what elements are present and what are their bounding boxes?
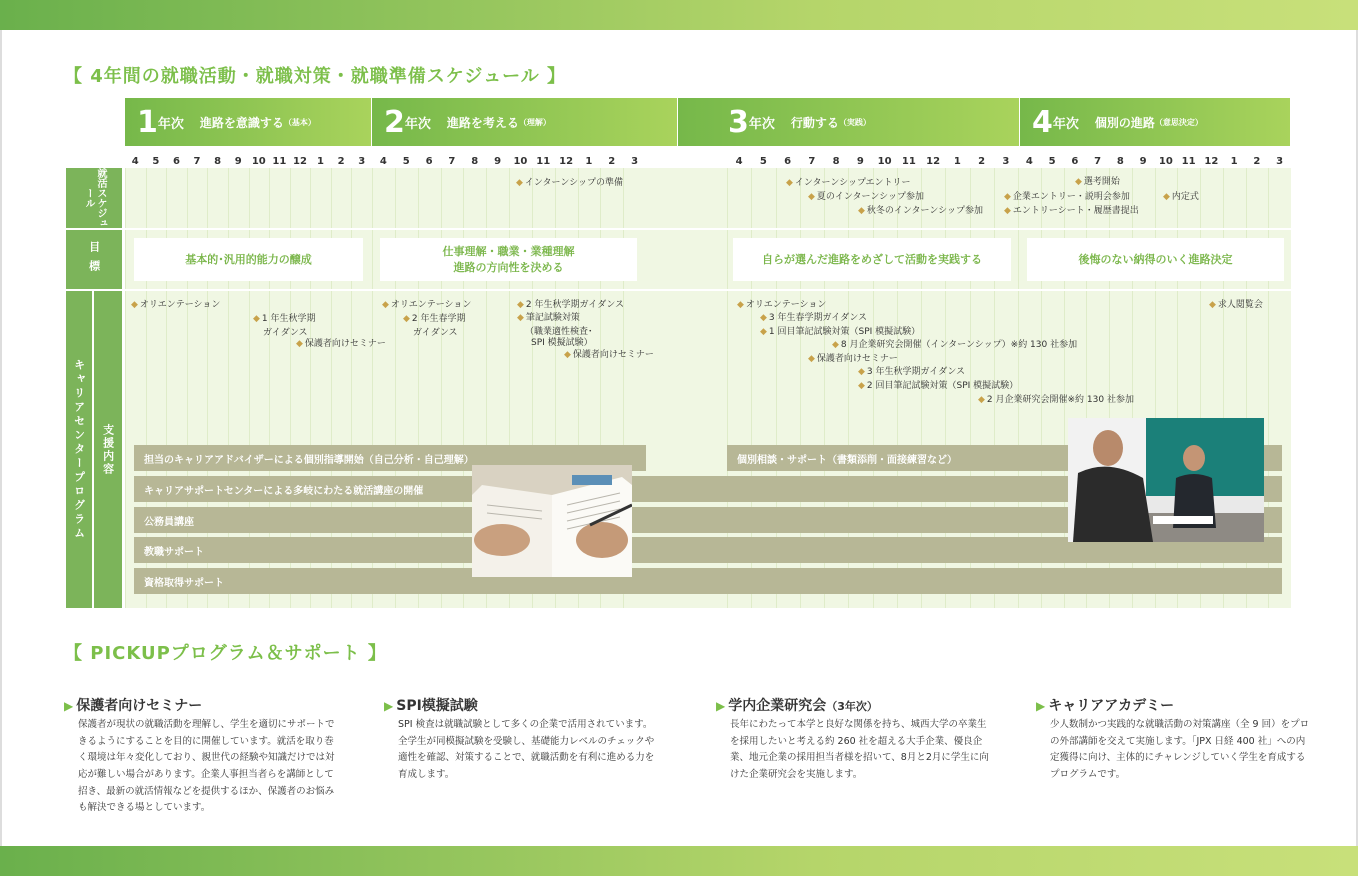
diamond-bullet-icon: ◆ xyxy=(832,340,839,350)
month-label: 10 xyxy=(1158,156,1173,167)
year-suffix: 年次 xyxy=(157,116,184,132)
diamond-bullet-icon: ◆ xyxy=(403,314,410,324)
month-label: 10 xyxy=(251,156,266,167)
month-label: 1 xyxy=(953,156,961,167)
goal-box: 仕事理解・職業・業種理解 進路の方向性を決める xyxy=(380,238,637,281)
diamond-bullet-icon: ◆ xyxy=(858,381,865,391)
pickup-body: SPI 検査は就職試験として多くの企業で活用されています。全学生が同模擬試験を受験し、基礎能力レベルのチェックや適性を確認、対策することで、就職活動を有利に進める力を育成します。 xyxy=(398,719,655,780)
goal-box: 基本的･汎用的能力の醸成 xyxy=(134,238,363,281)
year-description: 個別の進路 xyxy=(1094,115,1155,130)
month-label: 5 xyxy=(402,156,410,167)
pickup-title: 【 PICKUPプログラム＆サポート 】 xyxy=(64,643,387,664)
pickup-heading: ▶ キャリアアカデミー xyxy=(1036,698,1175,714)
month-label: 2 xyxy=(337,156,345,167)
diamond-bullet-icon: ◆ xyxy=(760,327,767,337)
career-event: ◆ 求人閲覧会 xyxy=(1209,300,1263,310)
row-label-text: 就活スケジュール xyxy=(83,168,106,228)
goal-box: 自らが選んだ進路をめざして活動を実践する xyxy=(733,238,1011,281)
month-label: 2 xyxy=(608,156,616,167)
pickup-heading: ▶ 学内企業研究会（3年次） xyxy=(716,698,878,714)
month-label: 5 xyxy=(152,156,160,167)
month-label: 7 xyxy=(448,156,456,167)
support-bar: 公務員講座 xyxy=(134,507,1282,533)
month-label: 6 xyxy=(172,156,180,167)
row-divider xyxy=(125,228,1291,230)
month-label: 7 xyxy=(808,156,816,167)
shukatsu-event: ◆ 秋冬のインターンシップ参加 xyxy=(858,206,983,216)
diamond-bullet-icon: ◆ xyxy=(786,178,793,188)
month-label: 7 xyxy=(1094,156,1102,167)
shukatsu-event: ◆ インターンシップエントリー xyxy=(786,178,911,188)
diamond-bullet-icon: ◆ xyxy=(517,313,524,323)
month-label: 3 xyxy=(1002,156,1010,167)
career-event: ◆ 3 年生春学期ガイダンス xyxy=(760,313,868,323)
month-grid-line xyxy=(125,168,126,608)
month-label: 9 xyxy=(856,156,864,167)
career-event-continuation: ガイダンス xyxy=(413,328,458,338)
year-subtitle: （意思決定） xyxy=(1154,117,1203,127)
career-event-continuation: SPI 模擬試験） xyxy=(531,338,593,348)
diamond-bullet-icon: ◆ xyxy=(296,339,303,349)
month-label: 12 xyxy=(926,156,941,167)
month-label: 4 xyxy=(1025,156,1033,167)
year-number: 3 xyxy=(728,104,749,140)
month-label: 4 xyxy=(379,156,387,167)
year-suffix: 年次 xyxy=(748,116,775,132)
month-label: 12 xyxy=(292,156,307,167)
diamond-bullet-icon: ◆ xyxy=(858,367,865,377)
month-label: 7 xyxy=(193,156,201,167)
triangle-bullet-icon: ▶ xyxy=(1036,699,1046,713)
month-label: 1 xyxy=(317,156,325,167)
month-label: 12 xyxy=(559,156,574,167)
shukatsu-event: ◆ 内定式 xyxy=(1163,192,1199,202)
diamond-bullet-icon: ◆ xyxy=(564,350,571,360)
month-label: 9 xyxy=(1139,156,1147,167)
book-study-illustration xyxy=(472,465,632,577)
diamond-bullet-icon: ◆ xyxy=(760,313,767,323)
career-event: ◆ 1 年生秋学期 xyxy=(253,314,316,324)
diamond-bullet-icon: ◆ xyxy=(808,192,815,202)
year-suffix: 年次 xyxy=(1052,116,1079,132)
diamond-bullet-icon: ◆ xyxy=(517,300,524,310)
career-event: ◆ オリエンテーション xyxy=(737,300,827,310)
shukatsu-event: ◆ 企業エントリー・説明会参加 xyxy=(1004,192,1130,202)
career-event: ◆ オリエンテーション xyxy=(382,300,472,310)
interview-illustration xyxy=(1068,418,1264,542)
triangle-bullet-icon: ▶ xyxy=(384,699,394,713)
diamond-bullet-icon: ◆ xyxy=(808,354,815,364)
month-label: 8 xyxy=(1116,156,1124,167)
pickup-heading: ▶ 保護者向けセミナー xyxy=(64,698,203,714)
month-label: 3 xyxy=(631,156,639,167)
year-number: 4 xyxy=(1032,104,1053,140)
month-label: 12 xyxy=(1204,156,1219,167)
book-study-photo xyxy=(472,465,632,577)
shukatsu-event: ◆ 選考開始 xyxy=(1075,177,1120,187)
diamond-bullet-icon: ◆ xyxy=(1209,300,1216,310)
year-description: 行動する xyxy=(790,115,839,130)
month-label: 9 xyxy=(234,156,242,167)
row-label-text: 目標 xyxy=(87,240,101,279)
support-bar: 教職サポート xyxy=(134,537,1282,563)
support-bar: キャリアサポートセンターによる多岐にわたる就活講座の開催 xyxy=(134,476,1282,502)
month-label: 8 xyxy=(471,156,479,167)
career-event: ◆ 2 回目筆記試験対策（SPI 模擬試験） xyxy=(858,381,1019,391)
career-event: ◆ 2 年生秋学期ガイダンス xyxy=(517,300,625,310)
month-label: 11 xyxy=(272,156,287,167)
year-3-header xyxy=(678,98,1020,146)
shukatsu-event: ◆ エントリーシート・履歴書提出 xyxy=(1004,206,1139,216)
support-bar: 担当のキャリアアドバイザーによる個別指導開始（自己分析・自己理解） xyxy=(134,445,646,471)
diamond-bullet-icon: ◆ xyxy=(1075,177,1082,187)
month-label: 5 xyxy=(759,156,767,167)
month-label: 11 xyxy=(901,156,916,167)
diamond-bullet-icon: ◆ xyxy=(131,300,138,310)
month-label: 10 xyxy=(513,156,528,167)
month-label: 4 xyxy=(131,156,139,167)
row-label-career xyxy=(66,291,92,608)
month-label: 3 xyxy=(1276,156,1284,167)
diamond-bullet-icon: ◆ xyxy=(382,300,389,310)
shukatsu-event: ◆ 夏のインターンシップ参加 xyxy=(808,192,924,202)
support-bar: 資格取得サポート xyxy=(134,568,1282,594)
triangle-bullet-icon: ▶ xyxy=(716,699,726,713)
career-event: ◆ 保護者向けセミナー xyxy=(808,354,898,364)
career-event: ◆ 3 年生秋学期ガイダンス xyxy=(858,367,966,377)
month-label: 8 xyxy=(832,156,840,167)
month-label: 1 xyxy=(1230,156,1238,167)
pickup-body: 長年にわたって本学と良好な関係を持ち、城西大学の卒業生を採用したいと考える約 260 社を超える大手企業、優良企業、地元企業の採用担当者様を招いて、8月と2月に学生に向けた企業研究会を実施します。 xyxy=(730,719,989,780)
triangle-bullet-icon: ▶ xyxy=(64,699,74,713)
career-event: ◆ 筆記試験対策 xyxy=(517,313,580,323)
pickup-body: 保護者が現状の就職活動を理解し、学生を適切にサポートできるようにすることを目的に開催しています。就活を取り巻く環境は年々変化しており、親世代の経験や知識だけでは対応が難しい場合があります。企業人事担当者らを講師として招き、最新の就活情報などを提供するほか、保護者のお悩みも解決できる場としています。 xyxy=(78,719,335,814)
career-event: ◆ 8 月企業研究会開催（インターンシップ）※約 130 社参加 xyxy=(832,340,1078,350)
year-number: 1 xyxy=(137,104,158,140)
year-suffix: 年次 xyxy=(404,116,431,132)
year-subtitle: （基本） xyxy=(283,117,316,127)
month-label: 8 xyxy=(214,156,222,167)
diamond-bullet-icon: ◆ xyxy=(978,395,985,405)
year-4-header xyxy=(1020,98,1291,146)
career-event-continuation: （職業適性検査･ xyxy=(525,327,593,337)
month-label: 1 xyxy=(585,156,593,167)
career-event: ◆ 2 月企業研究会開催※約 130 社参加 xyxy=(978,395,1134,405)
support-bar: 個別相談・サポート（書類添削・面接練習など） xyxy=(727,445,1282,471)
career-event: ◆ 保護者向けセミナー xyxy=(296,339,386,349)
year-subtitle: （実践） xyxy=(838,117,871,127)
career-event: ◆ オリエンテーション xyxy=(131,300,221,310)
month-label: 10 xyxy=(877,156,892,167)
row-label-text: 支援内容 xyxy=(101,423,115,476)
month-label: 2 xyxy=(1253,156,1261,167)
row-label-text: キャリアセンタープログラム xyxy=(72,358,86,541)
row-label-support xyxy=(94,291,122,608)
month-label: 3 xyxy=(358,156,366,167)
month-label: 4 xyxy=(735,156,743,167)
year-number: 2 xyxy=(384,104,405,140)
career-event: ◆ 1 回目筆記試験対策（SPI 模擬試験） xyxy=(760,327,921,337)
diamond-bullet-icon: ◆ xyxy=(1004,192,1011,202)
diamond-bullet-icon: ◆ xyxy=(858,206,865,216)
bottom-gradient-bar xyxy=(0,846,1358,876)
diamond-bullet-icon: ◆ xyxy=(253,314,260,324)
shukatsu-event: ◆ インターンシップの準備 xyxy=(516,178,623,188)
career-event-continuation: ガイダンス xyxy=(263,328,308,338)
month-label: 6 xyxy=(784,156,792,167)
goal-box: 後悔のない納得のいく進路決定 xyxy=(1027,238,1284,281)
row-divider xyxy=(125,289,1291,291)
schedule-title: 【 4年間の就職活動・就職対策・就職準備スケジュール 】 xyxy=(64,66,566,87)
month-label: 5 xyxy=(1048,156,1056,167)
year-description: 進路を意識する xyxy=(199,115,284,130)
diamond-bullet-icon: ◆ xyxy=(516,178,523,188)
year-subtitle: （理解） xyxy=(518,117,551,127)
diamond-bullet-icon: ◆ xyxy=(1163,192,1170,202)
career-event: ◆ 2 年生春学期 xyxy=(403,314,466,324)
month-label: 2 xyxy=(978,156,986,167)
year-description: 進路を考える xyxy=(446,115,519,130)
career-event: ◆ 保護者向けセミナー xyxy=(564,350,654,360)
year-1-header xyxy=(125,98,372,146)
diamond-bullet-icon: ◆ xyxy=(1004,206,1011,216)
row-label-shukatsu xyxy=(66,168,122,228)
interview-photo xyxy=(1068,418,1264,542)
pickup-body: 少人数制かつ実践的な就職活動の対策講座（全 9 回）をプロの外部講師を交えて実施します。「JPX 日経 400 社」への内定獲得に向け、主体的にチャレンジしていく学生を育成するプログラムです。 xyxy=(1050,719,1310,780)
year-2-header xyxy=(372,98,678,146)
row-label-goal xyxy=(66,230,122,289)
diamond-bullet-icon: ◆ xyxy=(737,300,744,310)
month-label: 6 xyxy=(1071,156,1079,167)
month-label: 11 xyxy=(536,156,551,167)
month-label: 6 xyxy=(425,156,433,167)
month-label: 11 xyxy=(1181,156,1196,167)
month-label: 9 xyxy=(494,156,502,167)
pickup-heading: ▶ SPI模擬試験 xyxy=(384,698,478,714)
top-gradient-bar xyxy=(0,0,1358,30)
